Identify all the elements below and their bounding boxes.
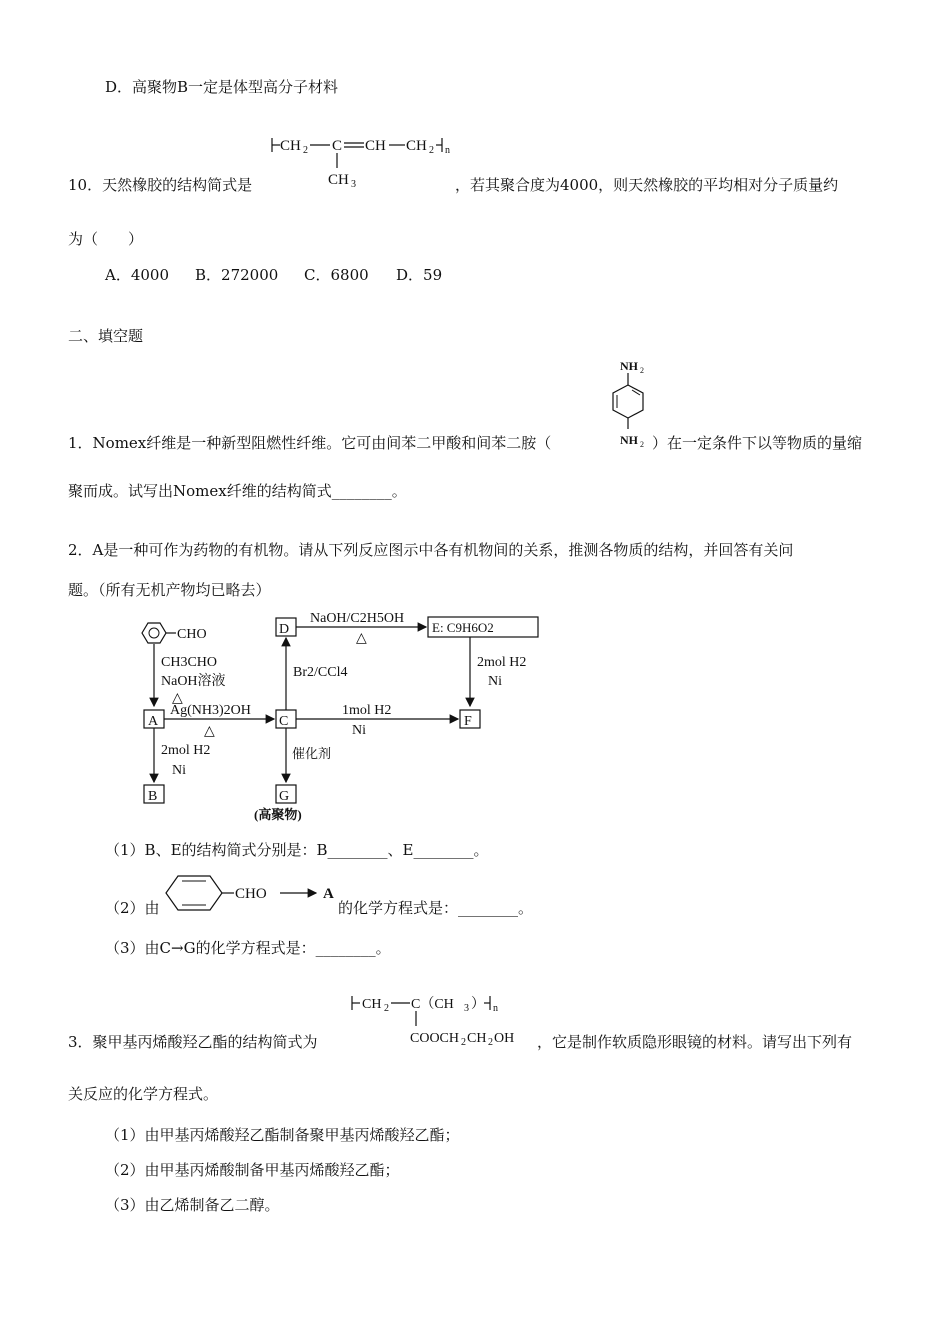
f-reagent-ni-label: Ni (488, 674, 502, 689)
q2-sub2-prefix: （2）由 (105, 899, 160, 917)
q3-stem-suffix: ，它是制作软质隐形眼镜的材料。请写出下列有 (537, 1033, 853, 1051)
svg-text:2: 2 (640, 366, 644, 375)
svg-text:C: C (332, 138, 343, 154)
svg-text:n: n (445, 145, 450, 156)
svg-text:2: 2 (640, 440, 644, 449)
svg-text:OH: OH (494, 1031, 515, 1046)
q9-option-d: D．高聚物B一定是体型高分子材料 (105, 78, 339, 96)
br2-label: Br2/CCl4 (293, 665, 348, 680)
svg-text:CH: CH (406, 138, 427, 154)
sub2-a-label: A (323, 886, 334, 902)
svg-text:2: 2 (429, 145, 434, 156)
agnh3-label: Ag(NH3)2OH (170, 703, 251, 718)
cho-label: CHO (177, 627, 207, 642)
q2-sub2-suffix: 的化学方程式是：________。 (338, 899, 534, 917)
box-c-label: C (279, 714, 289, 729)
q3-item-1: （1）由甲基丙烯酸羟乙酯制备聚甲基丙烯酸羟乙酯； (105, 1126, 460, 1144)
svg-text:3: 3 (351, 179, 356, 190)
box-e-label: E: C9H6O2 (432, 620, 494, 635)
m-phenylenediamine-structure (588, 355, 658, 455)
natural-rubber-structure (268, 132, 458, 192)
naoh-solution-label: NaOH溶液 (161, 674, 226, 689)
svg-text:2: 2 (461, 1037, 466, 1048)
q2-stem-line1: 2．A是一种可作为药物的有机物。请从下列反应图示中各有机物间的关系，推测各物质的结构，并回答有关问 (68, 541, 794, 559)
q10-option-c: C．6800 (304, 266, 369, 284)
q2-sub1: （1）B、E的结构简式分别是：B________、E________。 (105, 841, 489, 859)
b-reagent-h2-label: 2mol H2 (161, 743, 211, 758)
q10-option-a: A．4000 (105, 266, 170, 284)
heat-label-3: △ (356, 631, 367, 646)
heat-label-1: △ (172, 691, 183, 706)
q3-stem-prefix: 3．聚甲基丙烯酸羟乙酯的结构简式为 (68, 1033, 318, 1051)
svg-text:CH: CH (365, 138, 386, 154)
b-reagent-ni-label: Ni (172, 763, 186, 778)
q3-item-3: （3）由乙烯制备乙二醇。 (105, 1196, 280, 1214)
q2-stem-line2: 题。（所有无机产物均已略去） (68, 581, 271, 599)
q10-stem-suffix: ，若其聚合度为4000，则天然橡胶的平均相对分子质量约 (455, 176, 839, 194)
svg-text:2: 2 (384, 1003, 389, 1014)
box-d-label: D (279, 622, 290, 637)
svg-text:NH: NH (620, 359, 638, 373)
box-g-label: G (279, 789, 290, 804)
q3-stem-line2: 关反应的化学方程式。 (68, 1085, 219, 1103)
svg-text:C（CH: C（CH (411, 997, 454, 1012)
q3-item-2: （2）由甲基丙烯酸制备甲基丙烯酸羟乙酯； (105, 1161, 400, 1179)
mol1-h2-label: 1mol H2 (342, 703, 392, 718)
svg-text:CH: CH (328, 172, 349, 188)
sub2-cho-label: CHO (235, 886, 267, 902)
svg-text:COOCH: COOCH (410, 1031, 460, 1046)
q1-stem-part2: ）在一定条件下以等物质的量缩 (652, 434, 863, 452)
svg-text:）: ） (471, 997, 485, 1012)
c-to-f-ni-label: Ni (352, 723, 366, 738)
benzaldehyde-to-a-structure (158, 870, 338, 916)
svg-text:CH: CH (362, 997, 382, 1012)
box-a-label: A (148, 714, 159, 729)
catalyst-label: 催化剂 (292, 746, 332, 761)
box-b-label: B (148, 789, 158, 804)
svg-text:NH: NH (620, 433, 638, 447)
svg-text:n: n (493, 1003, 498, 1014)
benzaldehyde-ring-icon (142, 623, 176, 643)
reaction-scheme-diagram (130, 608, 550, 823)
section-heading: 二、填空题 (68, 327, 144, 345)
q10-option-d: D．59 (396, 266, 443, 284)
heat-label-2: △ (204, 724, 215, 739)
q1-stem-line2: 聚而成。试写出Nomex纤维的结构简式________。 (68, 482, 407, 500)
q10-option-b: B．272000 (195, 266, 279, 284)
ch3cho-label: CH3CHO (161, 655, 218, 670)
q1-stem-part1: 1．Nomex纤维是一种新型阻燃性纤维。它可由间苯二甲酸和间苯二胺（ (68, 434, 552, 452)
polymer-label: (高聚物) (254, 807, 302, 822)
box-f-label: F (464, 714, 472, 729)
q10-stem-line2: 为（ ） (68, 230, 144, 248)
poly-hema-structure (348, 990, 538, 1050)
naoh-ethanol-label: NaOH/C2H5OH (310, 611, 405, 626)
svg-text:CH: CH (467, 1031, 487, 1046)
svg-text:3: 3 (464, 1003, 469, 1014)
q2-sub3: （3）由C→G的化学方程式是：________。 (105, 939, 391, 957)
svg-text:CH: CH (280, 138, 301, 154)
q10-stem-prefix: 10．天然橡胶的结构简式是 (68, 176, 253, 194)
svg-text:2: 2 (303, 145, 308, 156)
svg-text:2: 2 (488, 1037, 493, 1048)
f-reagent-h2-label: 2mol H2 (477, 655, 527, 670)
